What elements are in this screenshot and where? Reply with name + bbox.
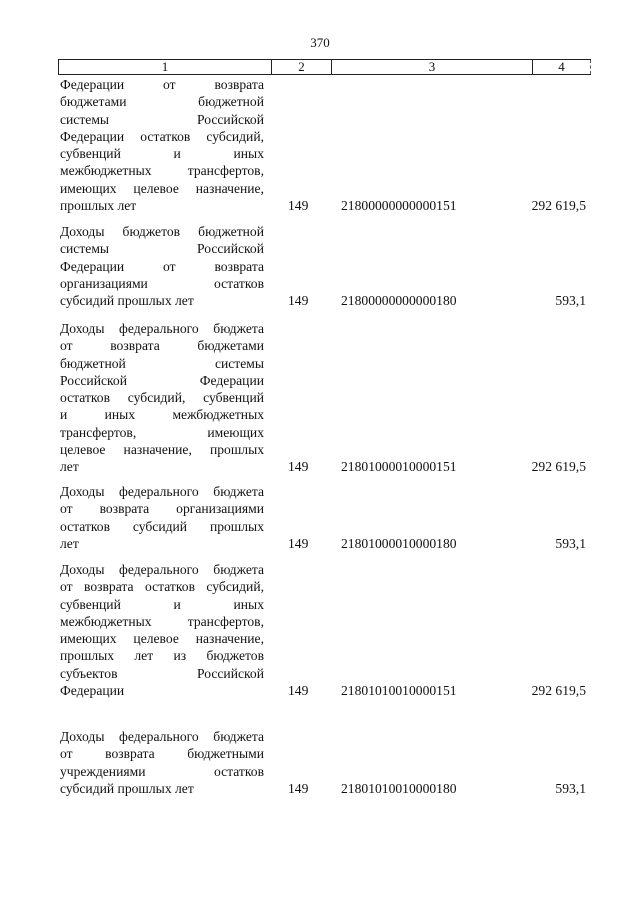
admin-code-cell: 149 <box>288 535 309 551</box>
column-header-3: 3 <box>332 60 533 74</box>
description-line: Доходы федерального бюджета <box>60 729 264 744</box>
admin-code-cell: 149 <box>288 198 309 214</box>
description-line: имеющих целевое назначение, <box>60 180 264 196</box>
page-number: 370 <box>310 35 330 50</box>
row-description <box>60 483 264 552</box>
description-line: и иных межбюджетных <box>60 407 264 423</box>
description-line: трансфертов, имеющих <box>60 424 264 440</box>
description-line: субсидий прошлых лет <box>60 780 194 796</box>
description-line: субвенций и иных <box>60 596 264 612</box>
description-line: межбюджетных трансфертов, <box>60 613 264 629</box>
classification-code-cell: 21800000000000151 <box>341 198 457 214</box>
amount-cell: 292 619,5 <box>531 198 586 214</box>
description-line: системы Российской <box>60 111 264 127</box>
description-line: учреждениями остатков <box>60 763 264 779</box>
row-description <box>60 561 264 699</box>
description-line: от возврата организациями <box>60 501 264 517</box>
description-line: субсидий прошлых лет <box>60 293 194 309</box>
description-line: Федерации остатков субсидий, <box>60 128 264 144</box>
description-line: целевое назначение, прошлых <box>60 442 264 458</box>
description-line: межбюджетных трансфертов, <box>60 163 264 179</box>
row-description <box>60 320 264 476</box>
row-description <box>60 76 264 214</box>
description-line: Доходы федерального бюджета <box>60 321 264 336</box>
admin-code-cell: 149 <box>288 459 309 475</box>
description-line: прошлых лет из бюджетов <box>60 648 264 664</box>
amount-cell: 292 619,5 <box>531 459 586 475</box>
description-line: Федерации от возврата <box>60 77 264 92</box>
admin-code-cell: 149 <box>288 293 309 309</box>
amount-cell: 593,1 <box>555 780 586 796</box>
description-line: Российской Федерации <box>60 372 264 388</box>
classification-code-cell: 21801000010000151 <box>341 459 457 475</box>
description-line: субъектов Российской <box>60 665 264 681</box>
description-line: системы Российской <box>60 241 264 257</box>
admin-code-cell: 149 <box>288 780 309 796</box>
description-line: бюджетами бюджетной <box>60 94 264 110</box>
description-line: лет <box>60 459 79 475</box>
description-line: субвенций и иных <box>60 146 264 162</box>
classification-code-cell: 21801010010000151 <box>341 683 457 699</box>
description-line: от возврата бюджетами <box>60 338 264 354</box>
description-line: Доходы федерального бюджета <box>60 484 264 499</box>
description-line: Федерации <box>60 683 125 699</box>
column-header-4: 4 <box>533 60 591 74</box>
classification-code-cell: 21801000010000180 <box>341 535 457 551</box>
description-line: Федерации от возврата <box>60 258 264 274</box>
description-line: имеющих целевое назначение, <box>60 631 264 647</box>
description-line: от возврата бюджетными <box>60 746 264 762</box>
column-header-2: 2 <box>272 60 332 74</box>
row-description <box>60 728 264 797</box>
classification-code-cell: 21800000000000180 <box>341 293 457 309</box>
description-line: бюджетной системы <box>60 355 264 371</box>
description-line: прошлых лет <box>60 198 137 214</box>
classification-code-cell: 21801010010000180 <box>341 780 457 796</box>
description-line: лет <box>60 535 79 551</box>
description-line: организациями остатков <box>60 275 264 291</box>
admin-code-cell: 149 <box>288 683 309 699</box>
description-line: Доходы бюджетов бюджетной <box>60 224 264 239</box>
description-line: Доходы федерального бюджета <box>60 562 264 577</box>
amount-cell: 292 619,5 <box>531 683 586 699</box>
description-line: остатков субсидий, субвенций <box>60 390 264 406</box>
column-header-1: 1 <box>59 60 272 74</box>
table-header <box>58 59 591 75</box>
description-line: остатков субсидий прошлых <box>60 518 264 534</box>
description-line: от возврата остатков субсидий, <box>60 579 264 595</box>
amount-cell: 593,1 <box>555 293 586 309</box>
row-description <box>60 223 264 309</box>
amount-cell: 593,1 <box>555 535 586 551</box>
